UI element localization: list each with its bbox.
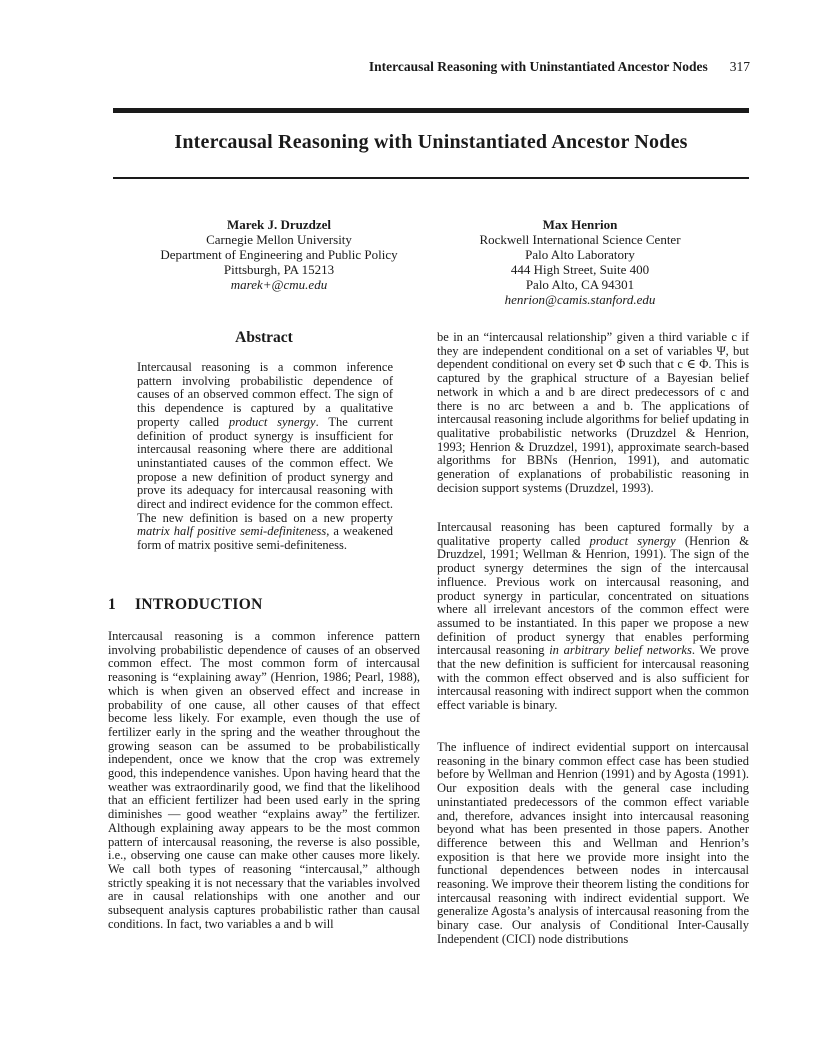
abstract-term: product synergy [228, 414, 316, 429]
author-name: Marek J. Druzdzel [226, 217, 332, 232]
running-head [108, 59, 750, 75]
abstract-heading: Abstract [235, 329, 293, 346]
section-heading [108, 596, 420, 614]
section-title: INTRODUCTION [135, 596, 263, 613]
author-block-2 [430, 217, 730, 307]
author-block-1 [128, 217, 430, 292]
title-rule-top [113, 108, 749, 113]
abstract-term: matrix half positive semi-definiteness [137, 524, 327, 539]
inline-term: product synergy [589, 533, 676, 548]
title-rule-bottom [113, 177, 749, 179]
running-head-title: Intercausal Reasoning with Uninstantiated Ancestor Nodes [368, 59, 708, 74]
author-affiliation: Pittsburgh, PA 15213 [223, 262, 335, 277]
author-affiliation: 444 High Street, Suite 400 [510, 262, 650, 277]
intro-paragraph-3: The influence of indirect evidential support on intercausal reasoning in the binary common effect case has been studied before by Wellman and Henrion (1991) and by Agosta (1991). Our exposition deals with the general case including uninstantiated predecessors of the common effect variable and, therefore, advances insight into intercausal reasoning beyond what has been presented in those papers. Another difference between this and Wellman and Henrion’s exposition is that here we provide more insight into the functional dependences between nodes in intercausal reasoning. We improve their theorem listing the conditions for intercausal reasoning with indirect evidential support. We generalize Agosta’s analysis of intercausal reasoning from the binary case. Our analysis of Conditional Inter-Causally Independent (CICI) node distributions [437, 740, 749, 946]
author-affiliation: Department of Engineering and Public Policy [160, 247, 398, 262]
author-affiliation: Carnegie Mellon University [206, 232, 352, 247]
section-number: 1 [108, 596, 117, 613]
paper-title: Intercausal Reasoning with Uninstantiated Ancestor Nodes [174, 131, 688, 153]
inline-emphasis: in arbitrary belief networks [549, 643, 692, 658]
abstract-text: Intercausal reasoning is a common inference pattern involving probabilistic dependence of causes of an observed common effect. The sign of this dependence is captured by a qualitative property called product synergy. The current definition of product synergy is insufficient for intercausal reasoning where there are additional uninstantiated causes of the common effect. We propose a new definition of product synergy and prove its adequacy for intercausal reasoning with direct and indirect evidence for the common effect. The new definition is based on a new property matrix half positive semi-definiteness, a weakened form of matrix positive semi-definiteness. [137, 360, 393, 553]
intro-paragraph-2: Intercausal reasoning has been captured formally by a qualitative property called product synergy (Henrion & Druzdzel, 1991; Wellman & Henrion, 1991). The sign of the product synergy determines the sign of the intercausal influence. Previous work on intercausal reasoning, and product synergy in particular, concentrated on situations where all irrelevant ancestors of the common effect were assumed to be instantiated. In this paper we propose a new definition of product synergy that enables performing intercausal reasoning in arbitrary belief networks. We prove that the new definition is sufficient for intercausal reasoning with the common effect observed and is also sufficient for intercausal reasoning with indirect support when the common effect variable is binary. [437, 520, 749, 713]
author-affiliation: Palo Alto, CA 94301 [525, 277, 635, 292]
author-name: Max Henrion [542, 217, 618, 232]
author-affiliation: Palo Alto Laboratory [525, 247, 635, 262]
author-affiliation: Rockwell International Science Center [479, 232, 681, 247]
author-email: marek+@cmu.edu [230, 277, 328, 292]
intro-paragraph-1: Intercausal reasoning is a common inference pattern involving probabilistic dependence of causes of an observed common effect. The most common form of intercausal reasoning is “explaining away” (Henrion, 1986; Pearl, 1988), which is when given an observed effect and increase in probability of one cause, all other causes of that effect become less likely. For example, even though the use of fertilizer early in the spring and the weather throughout the growing season can be assumed to be probabilistically independent, once we know that the crop was extremely good, this independence vanishes. Upon having heard that the weather was extraordinarily good, we find that the likelihood that an efficient fertilizer had been used early in the spring diminishes — good weather “explains away” the fertilizer. Although explaining away appears to be the most common pattern of intercausal reasoning, the reverse is also possible, i.e., observing one cause can make other causes more likely. We call both types of reasoning “intercausal,” although strictly speaking it is not necessary that the variables involved are in causal relationships with one another and our subsequent analysis captures probabilistic rather than causal conditions. In fact, two variables a and b will [108, 629, 420, 931]
author-email: henrion@camis.stanford.edu [504, 292, 656, 307]
page-number: 317 [729, 59, 750, 74]
intro-paragraph-1-continued: be in an “intercausal relationship” given a third variable c if they are independent conditional on a set of variables Ψ, but dependent conditional on every set Φ such that c ∈ Φ. This is captured by the graphical structure of a Bayesian belief network in which a and b are direct predecessors of c and there is no arc between a and b. The applications of intercausal reasoning include algorithms for belief updating in qualitative probabilistic networks (Druzdzel & Henrion, 1993; Henrion & Druzdzel, 1991), approximate search-based algorithms for BBNs (Henrion, 1991), and automatic generation of explanations of probabilistic reasoning in decision support systems (Druzdzel, 1993). [437, 330, 749, 495]
